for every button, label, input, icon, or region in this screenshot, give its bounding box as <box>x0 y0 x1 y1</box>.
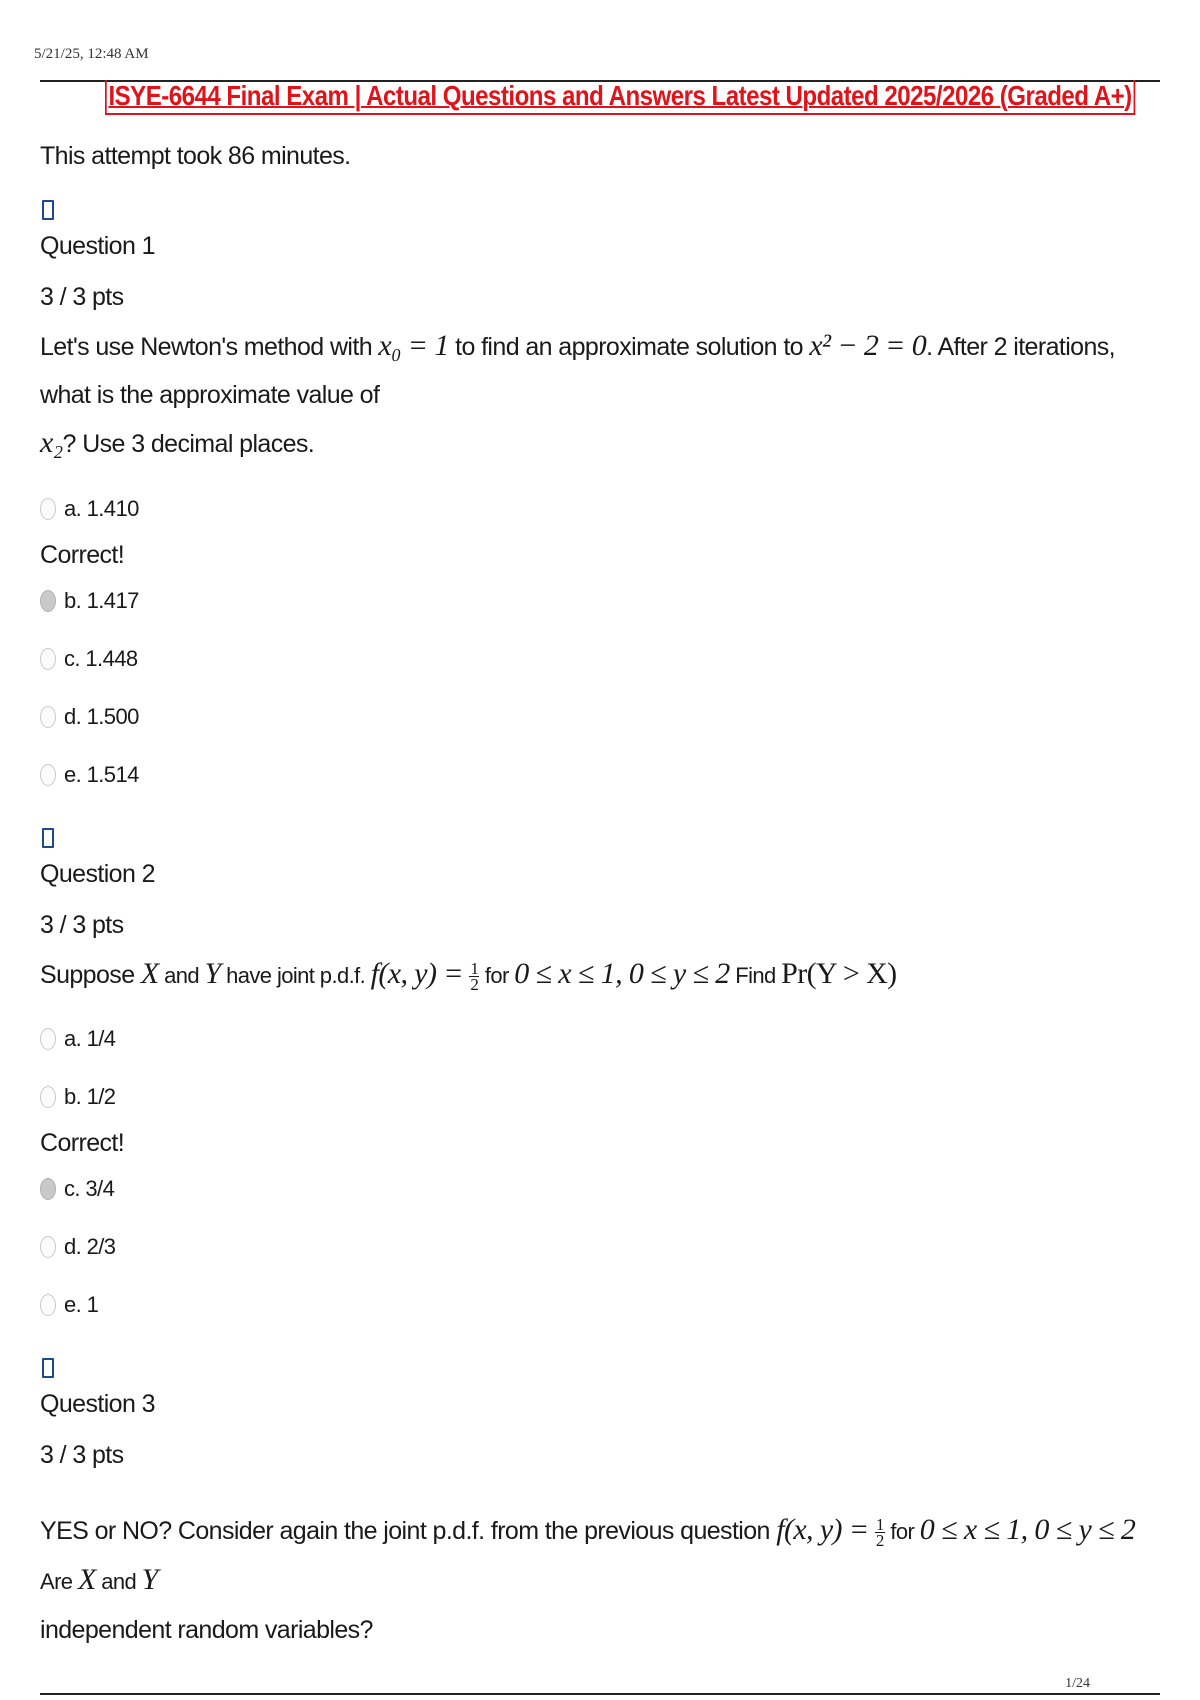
question-text-part: . After 2 iterations, what is the approximate value of <box>40 333 1116 409</box>
question-title: Question 2 <box>40 860 155 888</box>
correct-indicator: Correct! <box>40 541 125 569</box>
question-title: Question 1 <box>40 232 155 260</box>
math-expression: x² − 2 = 0 <box>809 329 927 362</box>
answer-option[interactable] <box>40 1068 1160 1126</box>
correct-indicator: Correct! <box>40 1129 125 1157</box>
attempt-duration: This attempt took 86 minutes. <box>40 142 351 170</box>
answer-label: b. 1/2 <box>64 1084 116 1109</box>
radio-button-selected[interactable] <box>40 590 56 612</box>
question-text-part: Suppose <box>40 961 141 989</box>
math-expression: Pr(Y > X) <box>781 957 897 990</box>
exam-content <box>40 136 1160 1654</box>
math-expression: Y <box>204 957 221 990</box>
answer-label: d. 1.500 <box>64 704 139 729</box>
radio-button[interactable] <box>40 1236 56 1258</box>
question-text <box>40 950 1160 1000</box>
question-3 <box>40 1334 1160 1654</box>
question-title: Question 3 <box>40 1390 155 1418</box>
flag-question-icon[interactable] <box>42 1358 54 1378</box>
answer-label: a. 1.410 <box>64 496 139 521</box>
radio-button[interactable] <box>40 706 56 728</box>
answer-option[interactable] <box>40 1160 1160 1218</box>
radio-button[interactable] <box>40 498 56 520</box>
fraction: $\frac{1}{2}$ <box>875 1514 884 1550</box>
question-text-part: Let's use Newton's method with <box>40 333 379 361</box>
answer-option[interactable] <box>40 688 1160 746</box>
math-expression: f(x, y) = <box>370 957 463 990</box>
question-points: 3 / 3 pts <box>40 283 124 311</box>
math-expression: X <box>140 957 159 990</box>
question-text-part: Are <box>40 1569 78 1594</box>
answer-option[interactable] <box>40 630 1160 688</box>
answer-option[interactable] <box>40 480 1160 538</box>
answer-option[interactable] <box>40 1276 1160 1334</box>
math-expression: f(x, y) = <box>776 1513 869 1546</box>
footer-divider <box>40 1693 1160 1695</box>
question-text-part: have joint p.d.f. <box>220 963 371 988</box>
fraction: $\frac{1}{2}$ <box>470 958 479 994</box>
radio-button[interactable] <box>40 1294 56 1316</box>
question-points: 3 / 3 pts <box>40 1441 124 1469</box>
question-text-part: for <box>884 1519 920 1544</box>
question-text-part: ? Use 3 decimal places. <box>62 430 315 458</box>
math-expression: X <box>77 1563 96 1596</box>
question-1 <box>40 176 1160 804</box>
document-title: ISYE-6644 Final Exam | Actual Questions and Answers Latest Updated 2025/2026 (Graded A+) <box>105 80 1135 115</box>
question-text-part: and <box>158 963 205 988</box>
answer-option[interactable] <box>40 1010 1160 1068</box>
question-text <box>40 1506 1160 1654</box>
question-2 <box>40 804 1160 1334</box>
radio-button[interactable] <box>40 764 56 786</box>
answer-option[interactable] <box>40 1218 1160 1276</box>
answer-label: a. 1/4 <box>64 1026 116 1051</box>
math-expression: 0 ≤ x ≤ 1, 0 ≤ y ≤ 2 <box>514 957 730 990</box>
answer-option[interactable] <box>40 572 1160 630</box>
radio-button[interactable] <box>40 1028 56 1050</box>
question-text-part: YES or NO? Consider again the joint p.d.f. from the previous question <box>40 1517 777 1545</box>
radio-button[interactable] <box>40 1086 56 1108</box>
math-expression: x₀ = 1 <box>378 329 449 362</box>
question-text-part: to find an approximate solution to <box>448 333 810 361</box>
radio-button-selected[interactable] <box>40 1178 56 1200</box>
question-text-part: Find <box>729 963 782 988</box>
question-points: 3 / 3 pts <box>40 911 124 939</box>
math-expression: x₂ <box>40 426 63 459</box>
flag-question-icon[interactable] <box>42 828 54 848</box>
answer-option[interactable] <box>40 746 1160 804</box>
answer-label: e. 1 <box>64 1292 99 1317</box>
answer-label: d. 2/3 <box>64 1234 116 1259</box>
answer-label: e. 1.514 <box>64 762 139 787</box>
math-expression: Y <box>141 1563 158 1596</box>
question-text-part: for <box>479 963 515 988</box>
flag-question-icon[interactable] <box>42 200 54 220</box>
print-timestamp: 5/21/25, 12:48 AM <box>34 46 149 62</box>
answer-label: c. 1.448 <box>64 646 138 671</box>
answer-label: b. 1.417 <box>64 588 139 613</box>
math-expression: 0 ≤ x ≤ 1, 0 ≤ y ≤ 2 <box>919 1513 1136 1546</box>
question-text <box>40 322 1160 468</box>
question-text-part: and <box>95 1569 142 1594</box>
answer-label: c. 3/4 <box>64 1176 115 1201</box>
question-text-part: independent random variables? <box>40 1616 373 1644</box>
page-number: 1/24 <box>1065 1676 1090 1691</box>
radio-button[interactable] <box>40 648 56 670</box>
